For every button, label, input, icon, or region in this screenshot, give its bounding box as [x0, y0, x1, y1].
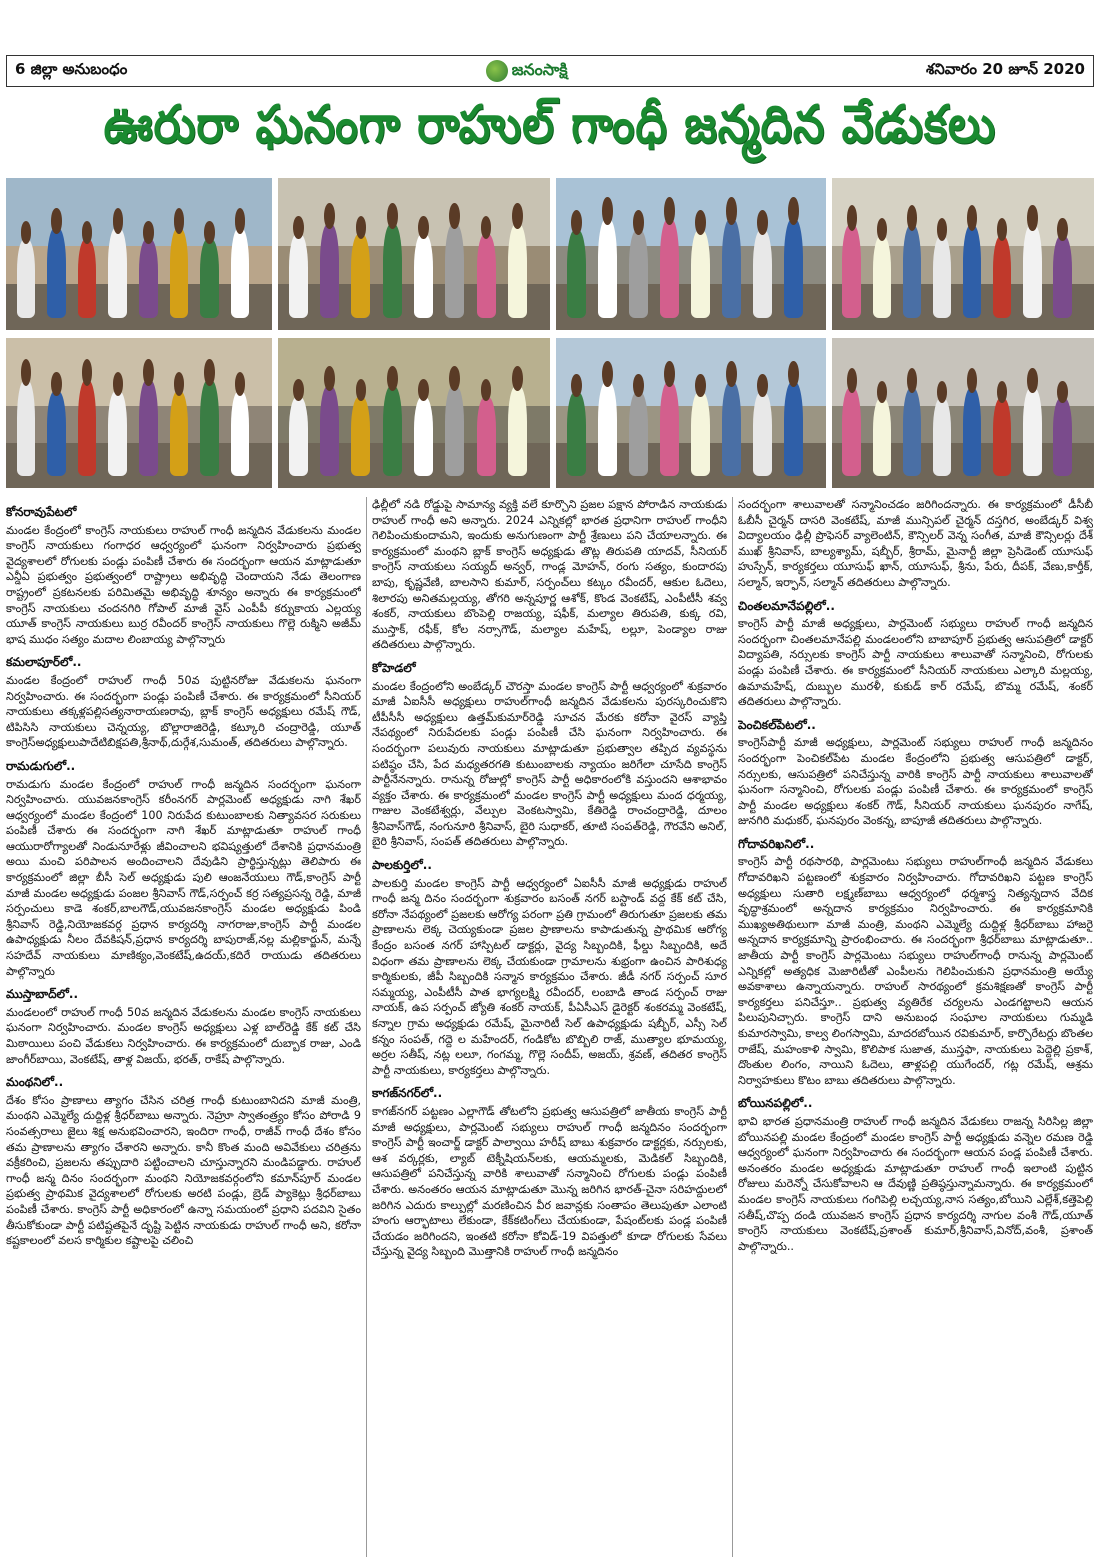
- person-figure: [691, 230, 710, 318]
- person-figure: [598, 219, 617, 318]
- article-dateline: కోనరావుపేటలో: [6, 505, 77, 519]
- article-dateline: కోహెడలో: [372, 660, 416, 675]
- person-figure: [139, 380, 158, 476]
- article-body: మండలంలో రాహుల్ గాంధీ 50వ జన్మదిన వేడుకలను మండల కాంగ్రెస్ నాయకులు ఘనంగా నిర్వహించారు. మండల కాంగ్రెస్ అధ్యక్షులు ఎళ్ల బాల్‌రెడ్డి కేక్ కట్ చేసి మిఠాయిలు పంచి వేడుకలు నిర్వహించారు. ఈ కార్యక్రమంలో దుబ్బాక రాజు, ఎండి జాంగీర్‌బాయి, వెంకటేష్, తాళ్ల విజయ్, భరత్, రాకేష్ పాల్గొన్నారు.: [6, 1005, 361, 1066]
- event-photo: [6, 338, 272, 488]
- person-figure: [567, 230, 586, 318]
- person-figure: [320, 224, 339, 318]
- person-figure: [170, 228, 189, 318]
- event-photo: [832, 338, 1094, 488]
- person-figure: [17, 380, 36, 476]
- person-figure: [660, 219, 679, 318]
- article-body: రామడుగు మండల కేంద్రంలో రాహుల్ గాంధీ జన్మదిన సందర్భంగా ఘనంగా నిర్వహించారు. యువజనకాంగ్రెస్ కరీంనగర్ పార్లమెంట్ అధ్యక్షుడు నాగి శేఖర్ ఆధ్వర్యంలో మండల కేంద్రంలో 100 నిరుపేద కుటుంబాలకు నిత్యావసర సరుకులు పంపిణీ చేశారు ఈ సందర్భంగా నాగి శేఖర్ మాట్లాడుతూ రాహుల్ గాంధీ ఆయురారోగ్యాలతో నిండునూరేళ్లు జీవించాలని భవిష్యత్తులో దేశానికి ప్రధానమంత్రి అయి మంచి పరిపాలన అందించాలని దేవుడిని ప్రార్థిస్తున్నట్లు తెలిపారు ఈ కార్యక్రమంలో జిల్లా బీసీ సెల్ అధ్యక్షుడు పులి ఆంజనేయులు గౌడ్,కాంగ్రెస్ పార్టీ మాజీ మండల అధ్యక్షుడు పంజల శ్రీనివాస్ గౌడ్,సర్పంచ్ కర్ర సత్యప్రసన్న రెడ్డి, మాజీ సర్పంచులు కాడె శంకర్,బాలగౌడ్,యువజనకాంగ్రెస్ మండల అధ్యక్షుడు పిండి శ్రీనివాస్ రెడ్డి,నియోజకవర్గ ప్రధాన కార్యదర్శి నాగరాజు,కాంగ్రెస్ పార్టీ మండల ఉపాధ్యక్షుడు నీలం దేవకిషన్,ప్రధాన కార్యదర్శి బాపురాజ్,నల్ల మల్లికార్జున్, మన్నే సహదేవ్ నాయకులు మాణిక్యం,వెంకటేష్,ఉదయ్,కదిరే రాయుడు తదితరులు పాల్గొన్నారు: [6, 777, 361, 978]
- person-figure: [842, 225, 860, 318]
- article-body: కాగజ్‌నగర్ పట్టణం ఎల్లాగౌడ్ తోటలోని ప్రభుత్వ ఆసుపత్రిలో జాతీయ కాంగ్రెస్ పార్టీ మాజీ అధ్యక్షులు, పార్లమెంట్ సభ్యులు రాహుల్ గాంధీ జన్మదినం సందర్భంగా కాంగ్రెస్ పార్టీ ఇంచార్జ్ డాక్టర్ పాల్వాయి హరీష్ బాబు శుక్రవారం డాక్టర్లకు, నర్సులకు, ఆశ వర్కర్లకు, ల్యాబ్ టెక్నీషియన్‌లకు, ఆయమ్మలకు, మెడికల్ సిబ్బందికి, ఆసుపత్రిలో పనిచేస్తున్న వారికి శాలువాతో సన్మానించి రోగులకు పండ్లు పంపిణీ చేశారు. అనంతరం ఆయన మాట్లాడుతూ మొన్న జరిగిన భారత్-చైనా సరిహద్దులలో జరిగిన ఎదురు కాల్పుల్లో మరణించిన వీర జవాన్లకు సంతాపం తెలుపుతూ ఎలాంటి హంగు ఆర్భాటాలు లేకుండా, కేక్‌కటింగ్‌లు చేయకుండా, పేషంట్‌లకు పండ్ల పంపిణీ చేయడం జరిగిందని, ఇంతటి కరోనా కోవిడ్-19 విపత్తులో కూడా రోగులకు సేవలు చేస్తున్న వైద్య సిబ్బంది మొత్తానికి రాహుల్ గాంధీ జన్మదినం: [372, 1104, 727, 1259]
- person-figure: [933, 398, 951, 476]
- person-figure: [963, 388, 981, 477]
- person-figure: [933, 236, 951, 318]
- article-columns: [6, 497, 1094, 1557]
- person-figure: [508, 224, 527, 318]
- article-dateline: పాలకుర్తిలో..: [372, 858, 432, 873]
- person-figure: [993, 398, 1011, 476]
- article-body: కాంగ్రెస్ పార్టీ మాజీ అధ్యక్షులు, పార్లమెంట్ సభ్యులు రాహుల్ గాంధీ జన్మదిన సందర్భంగా చింతలమానేపల్లి మండలంలోని బాబాపూర్ ప్రభుత్వ ఆసుపత్రిలో డాక్టర్ విద్యాపతి, నర్సులకు కాంగ్రెస్ పార్టీ నాయకులు శాలువాతో సన్మానించి, రోగులకు పండ్లు పంపిణీ చేశారు. ఈ కార్యక్రమంలో సీనియర్ నాయకులు ఎల్కారి మల్లయ్య, ఉమామహేష్, దుబ్బుల మురళీ, కుకుడ్ కార్ రమేష్, బొమ్మ రమేష్, శంకర్ తదితరులు పాల్గొన్నారు.: [738, 617, 1093, 709]
- person-figure: [873, 236, 891, 318]
- photo-collage: [6, 178, 1094, 488]
- person-figure: [445, 386, 464, 476]
- person-figure: [200, 380, 219, 476]
- event-photo: [556, 338, 826, 488]
- person-figure: [351, 397, 370, 477]
- article-body: భావి భారత ప్రధానమంత్రి రాహుల్ గాంధీ జన్మదిన వేడుకలు రాజన్న సిరిసిల్ల జిల్లా బోయినపల్లి మండల కేంద్రంలో మండల కాంగ్రెస్ పార్టీ అధ్యక్షుడు వన్నెల రమణ రెడ్డి ఆధ్వర్యంలో ఘనంగా నిర్వహించారు ఈ సందర్భంగా ఆయన పండ్ల పంపిణీ చేశారు. అనంతరం మండల అధ్యక్షుడు మాట్లాడుతూ రాహుల్ గాంధీ ఇలాంటి పుట్టిన రోజులు మరెన్నో చేసుకోవాలని ఆ దేవుణ్ణి ప్రతిష్ఠస్తున్నామన్నారు. ఈ కార్యక్రమంలో మండల కాంగ్రెస్ నాయకులు గంగిపెల్లి లచ్చయ్య,నాస సత్యం,బోయిని ఎల్లేశ్,కత్తెపెల్లి సతీష్,చొప్ప దండి యువజన కాంగ్రెస్ ప్రధాన కార్యదర్శి నాగుల వంశీ గౌడ్,యూత్ కాంగ్రెస్ నాయకులు వెంకటేష్,ప్రశాంత్ కుమార్,శ్రీనివాస్,వినోద్,వంశీ, ప్రశాంత్ పాల్గొన్నారు..: [738, 1114, 1093, 1253]
- person-figure: [873, 398, 891, 476]
- person-figure: [200, 239, 219, 318]
- person-figure: [477, 234, 496, 318]
- person-figure: [508, 386, 527, 476]
- article-body: కాంగ్రెస్‌పార్టీ మాజీ అధ్యక్షులు, పార్లమెంట్ సభ్యులు రాహుల్ గాంధీ జన్మదినం సందర్భంగా పెంచికల్‌పేట మండల కేంద్రంలోని ప్రభుత్వ ఆసుపత్రిలో డాక్టర్, నర్సులకు, ఆసుపత్రిలో పనిచేస్తున్న వారికి కాంగ్రెస్ పార్టీ నాయకులు శాలువాలతో ఘనంగా సన్మానించి, రోగులకు పండ్లు పంపిణీ చేశారు. ఈ కార్యక్రమంలో కాంగ్రెస్ పార్టీ మండల అధ్యక్షులు శంకర్ గౌడ్, సీనియర్ నాయకులు ఘనపురం నాగేష్, జునగిరి మధుకర్, ఘనపురం వెంకన్న, బాపూజీ తదితరులు పాల్గొన్నారు.: [738, 736, 1093, 828]
- page-header: [6, 55, 1094, 87]
- person-figure: [784, 382, 803, 477]
- article-column-1: [6, 497, 361, 1557]
- person-figure: [629, 230, 648, 318]
- event-photo: [556, 178, 826, 330]
- column-divider: [732, 497, 733, 1557]
- article-body: మండల కేంద్రంలో రాహుల్ గాంధీ 50వ పుట్టినరోజు వేడుకలను ఘనంగా నిర్వహించారు. ఈ సందర్భంగా పండ్లు పంపిణీ చేశారు. ఈ కార్యక్రమంలో సీనియర్ నాయకులు తక్కళ్లపల్లిసత్యనారాయణరావు, బ్లాక్ కాంగ్రెస్ అధ్యక్షులు రమేష్ గౌడ్, టిపిసిసి నాయకులు చెన్నయ్య, బొల్లారాజిరెడ్డి, కట్కూరి చంద్రారెడ్డి, యూత్ కాంగ్రెస్అధ్యక్షులుపాదేటిబిక్షపతి,శ్రీనాథ్,దుర్గేశ,సుమంత్, తదితరులు పాల్గొన్నారు.: [6, 673, 361, 750]
- person-figure: [1023, 225, 1041, 318]
- page-number-label: 6 జిల్లా అనుబంధం: [15, 60, 128, 78]
- main-headline: ఊరురా ఘనంగా రాహుల్ గాంధీ జన్మదిన వేడుకలు: [103, 94, 997, 155]
- person-figure: [567, 392, 586, 476]
- main-headline-box: [0, 96, 1100, 166]
- article-body: దేశం కోసం ప్రాణాలు త్యాగం చేసిన చరిత్ర గాంధీ కుటుంబానిదని మాజీ మంత్రి, మంథని ఎమ్మెల్యే దుద్దిళ్ల శ్రీధర్‌బాబు అన్నారు. నెహ్రూ స్వాతంత్ర్యం కోసం పోరాడి 9 సంవత్సరాలు జైలు శిక్ష అనుభవించారని, ఇందిరా గాంధీ, రాజీవ్ గాంధీ దేశం కోసం తమ ప్రాణాలను త్యాగం చేశారని అన్నారు. కానీ కొంత మంది అవివేకులు చరిత్రను వక్రీకరించి, ప్రజలను తప్పుదారి పట్టించాలని చూస్తున్నారని మండిపడ్డారు. రాహుల్ గాంధీ జన్మ దినం సందర్భంగా మంథని నియోజకవర్గంలోని కమాన్‌పూర్ మండల ప్రభుత్వ ప్రాథమిక వైద్యశాలలో రోగులకు అరటి పండ్లు, బ్రెడ్ ప్యాకెట్లు శ్రీధర్‌బాబు పంపిణీ చేశారు. కాంగ్రెస్ పార్టీ అధికారంలో ఉన్నా సమయంలో ప్రధాని పదవిని సైతం తీసుకోకుండా పార్టీ పటిష్టతపైనే దృష్టి పెట్టిన నాయకుడు రాహుల్ గాంధీ అని, కరోనా కష్టకాలంలో వలస కార్మికుల కష్టాలపై చలించి: [6, 1093, 361, 1248]
- person-figure: [753, 392, 772, 476]
- article-body: పాలకుర్తి మండల కాంగ్రెస్ పార్టీ ఆధ్వర్యంలో ఏఐసీసీ మాజీ అధ్యక్షుడు రాహుల్ గాంధీ జన్మ దినం సందర్భంగా శుక్రవారం బసంత్ నగర్ బస్టాండ్ వద్ద కేక్ కట్ చేసి, కరోనా నేపథ్యంలో ప్రజలకు ఆరోగ్య పరంగా ప్రతి గ్రామంలో తిరుగుతూ ప్రజలకు తమ ప్రాణాలను లెక్క చెయ్యకుండా ప్రజల ప్రాణాలను కాపాడుతున్న ప్రాథమిక ఆరోగ్య కేంద్రం బసంత నగర్ హాస్పిటల్ డాక్టర్లు, వైద్య సిబ్బందికి, ఫీల్డు సిబ్బందికి, అదే విధంగా తమ ప్రాణాలను లెక్క చేయకుండా గ్రామాలను శుభ్రంగా ఉంచిన పారిశుధ్య కార్మికులకు, జీపీ సిబ్బందికి సన్మాన కార్యక్రమం చేశారు. జీడీ నగర్ సర్పంచ్ సూర సమ్మయ్య, ఎంపీటీసీ పాత భాగ్యలక్ష్మి రవీందర్, లంబాడి తాండ సర్పంచ్ రాజు నాయక్, ఉప సర్పంచ్ జ్యోతి శంకర్ నాయక్, పీఏసీఎస్ డైరెక్టర్ శంకరమ్మ వెంకటేష్, కన్నాల గ్రామ అధ్యక్షుడు రమేష్, మైనారిటీ సెల్ ఉపాధ్యక్షుడు షబ్బీర్, ఎస్సీ సెల్ కన్నం సంపత్, గద్దె ల మహేందర్, గండికోట బొబ్బిలి రాజ్, ముత్యాల భూమయ్య, అర్రల సతీష్, నట్ల లలూ, గంగమ్మ, గొల్లె సందీప్, అజయ్, శ్రవణ్, తదితర కాంగ్రెస్ పార్టీ నాయకులు, కార్యకర్తలు పాల్గొన్నారు.: [372, 876, 727, 1077]
- article-column-2: [372, 497, 727, 1557]
- person-figure: [139, 239, 158, 318]
- article-dateline: పెంచికల్‌పేటలో..: [738, 717, 816, 732]
- person-figure: [1023, 388, 1041, 477]
- article-dateline: గోదావరిఖనిలో..: [738, 836, 815, 851]
- article-dateline: కాగజ్‌నగర్‌లో..: [372, 1086, 443, 1101]
- person-figure: [78, 380, 97, 476]
- person-figure: [722, 219, 741, 318]
- paper-name: జనంసాక్షి: [511, 59, 568, 79]
- person-figure: [383, 386, 402, 476]
- event-photo: [278, 338, 550, 488]
- person-figure: [784, 219, 803, 318]
- article-dateline: ముస్తాబాద్‌లో..: [6, 987, 79, 1002]
- person-figure: [231, 228, 250, 318]
- person-figure: [753, 230, 772, 318]
- event-photo: [278, 178, 550, 330]
- person-figure: [629, 392, 648, 476]
- person-figure: [108, 391, 127, 477]
- person-figure: [963, 225, 981, 318]
- person-figure: [289, 234, 308, 318]
- article-dateline: చింతలమానేపల్లిలో..: [738, 598, 835, 613]
- person-figure: [414, 397, 433, 477]
- person-figure: [598, 382, 617, 477]
- person-figure: [289, 397, 308, 477]
- person-figure: [108, 228, 127, 318]
- person-figure: [231, 391, 250, 477]
- person-figure: [477, 397, 496, 477]
- person-figure: [903, 225, 921, 318]
- person-figure: [351, 234, 370, 318]
- article-dateline: మంథనిలో..: [6, 1075, 64, 1090]
- person-figure: [383, 224, 402, 318]
- event-photo: [6, 178, 272, 330]
- person-figure: [414, 234, 433, 318]
- article-column-3: [738, 497, 1093, 1557]
- logo-icon: [486, 60, 508, 82]
- event-photo: [832, 178, 1094, 330]
- article-dateline: బోయినపల్లిలో..: [738, 1096, 813, 1111]
- issue-date: శనివారం 20 జూన్ 2020: [926, 60, 1085, 78]
- person-figure: [1053, 398, 1071, 476]
- article-body: మండల కేంద్రంలో కాంగ్రెస్ నాయకులు రాహుల్ గాంధీ జన్మదిన వేడుకలను మండల కాంగ్రెస్ నాయకులు గంగాధర ఆధ్వర్యంలో ఘనంగా నిర్వహించారు ప్రభుత్వ వైద్యశాలలో రోగులకు పండ్లు పంపిణీ చేశారు ఈ సందర్భంగా ఆయన మాట్లాడుతూ ఎన్డీఏ ప్రభుత్వం ప్రభుత్వంలో రాష్ట్రాలు అభివృద్ధి చెందాయని నేడు తెలంగాణ రాష్ట్రంలో ప్రకటనలకు పరిమితమై అభివృద్ధి శూన్యం అన్నారు ఈ కార్యక్రమంలో కాంగ్రెస్ నాయకులు చందనగిరి గోపాల్ మాజీ వైస్ ఎంపీపీ కర్నుకాయ ఎల్లయ్య యూత్ కాంగ్రెస్ నాయకులు బుర్ర రవీందర్ కాంగ్రెస్ నాయకులు గొల్లె రుక్మిని అజీమ్ భాష ముధం సత్యం మదాల లింబాయ్య పాల్గొన్నారు: [6, 523, 361, 646]
- person-figure: [445, 224, 464, 318]
- article-body: సందర్భంగా శాలువాలతో సన్మానించడం జరిగిందన్నారు. ఈ కార్యక్రమంలో డీసీబీ ఓబీసీ చైర్మన్ దాసరి వెంకటేష్, మాజీ మున్సిపల్ చైర్మన్ దస్తగిర, అంబేడ్కర్ విశ్వ విద్యాలయం ఢిల్లీ ప్రొఫెసర్ వ్యాలెంటిన్, కౌన్సిలర్ వెన్న సంగీత, మాజీ కౌన్సిలర్లు దేశ్ ముఖ్ శ్రీనివాస్, బాల్యశ్యామ్, షబ్బీర్, శ్రీరామ్, మైనార్టీ జిల్లా ప్రెసిడెంట్ యూసుఫ్ హుస్సేన్, కార్యకర్తలు యూసుఫ్ ఖాన్, యూసుఫ్, శ్రీను, పేరు, దీపక్, వేణు,కార్తీక్, సల్మాన్, ఇర్ఫాన్, సల్మాన్ తదితరులు పాల్గొన్నారు.: [738, 498, 1093, 589]
- person-figure: [47, 228, 66, 318]
- article-body: ఢిల్లీలో నడి రోడ్డుపై సామాన్య వ్యక్తి వలే కూర్చొని ప్రజల పక్షాన పోరాడిన నాయకుడు రాహుల్ గాంధీ అని అన్నారు. 2024 ఎన్నికల్లో భారత ప్రధానిగా రాహుల్ గాంధీని గెలిపించుకుందామని, ఇందుకు అనుగుణంగా పార్టీ శ్రేణులు పని చేయాలన్నారు. ఈ కార్యక్రమంలో మంథని బ్లాక్ కాంగ్రెస్ అధ్యక్షుడు తొట్ల తిరుపతి యాదవ్, సీనియర్ కాంగ్రెస్ నాయకులు సయ్యద్ అన్వర్, గాండ్ల మోహన్, రంగు సత్యం, కుందారపు బాపు, కృష్ణవేణి, బాలసాని కుమార్, సర్పంచ్‌లు కట్కం రవీందర్, ఆకుల ఓదెలు, శిలారపు అనితమల్లయ్య, తోగరి అన్నపూర్ణ ఆశోక్, కొండ వెంకటేష్, ఎంపీటీసీ శవ్వ శంకర్, నాయకులు బొంపెల్లి రాజయ్య, షఫీక్, మల్యాల తిరుపతి, కుక్క రవి, ముస్తాక్, రఫీక్, కోల నర్సాగౌడ్, మల్యాల మహేష్, లల్లూ, పెండ్యాల రాజు తదితరులు పాల్గొన్నారు.: [372, 498, 727, 652]
- person-figure: [993, 236, 1011, 318]
- person-figure: [78, 239, 97, 318]
- person-figure: [691, 392, 710, 476]
- person-figure: [170, 391, 189, 477]
- person-figure: [320, 386, 339, 476]
- person-figure: [842, 388, 860, 477]
- paper-logo: [486, 60, 568, 83]
- person-figure: [903, 388, 921, 477]
- person-figure: [47, 391, 66, 477]
- column-divider: [366, 497, 367, 1557]
- article-dateline: కమలాపూర్‌లో..: [6, 655, 82, 670]
- article-body: కాంగ్రెస్ పార్టీ రథసారథి, పార్లమెంటు సభ్యులు రాహుల్‌గాంధీ జన్మదిన వేడుకలు గోదావరిఖని పట్టణంలో శుక్రవారం నిర్వహించారు. గోదావరిఖని పట్టణ కాంగ్రెస్ అధ్యక్షులు సుతారి లక్ష్మణ్‌బాబు ఆధ్వర్యంలో ధర్మశాస్త్ర నిత్యన్నదాన వేదిక వృద్ధాశ్రమంలో అన్నదాన కార్యక్రమం నిర్వహించారు. ఈ కార్యక్రమానికి ముఖ్యఅతిథులుగా మాజీ మంత్రి, మంథని ఎమ్మెల్యే దుద్దిళ్ల శ్రీధర్‌బాబు హాజరై అన్నదాన కార్యక్రమాన్ని ప్రారంభించారు. ఈ సందర్భంగా శ్రీధర్‌బాబు మాట్లాడుతూ.. జాతీయ పార్టీ కాంగ్రెస్ పార్లమెంటు సభ్యులు రాహుల్‌గాంధీ రానున్న పార్లమెంట్ ఎన్నికల్లో అత్యధిక మెజారిటీతో ఎంపీలను గెలిపించుకుని ప్రధానమంత్రి అయ్యే అవకాశాలు ఉన్నాయన్నారు. రాహుల్ సారథ్యంలో క్రమశిక్షణతో కాంగ్రెస్ పార్టీ కార్యకర్తలు పనిచేస్తూ.. ప్రభుత్వ వ్యతిరేక చర్యలను ఎండగట్టాలని ఆయన పిలుపునిచ్చారు. కాంగ్రెస్ దాని అనుబంధ సంఘాల నాయకులు గుమ్మడి కుమారస్వామి, కాల్వ లింగస్వామి, మాదరబోయిన రవికుమార్, కార్పొరేటర్లు బొంతల రాజేష్, మహంకాళి స్వామి, కొలిపాక సుజాత, ముస్తఫా, నాయకులు పెద్దెల్లి ప్రకాశ్, దొంతుల లింగం, నాయిని ఓదెలు, తాళ్లపల్లి యుగేందర్, గట్ల రమేష్, ఆశ్రమ నిర్వాహకులు కొటం బాబు తదితరులు పాల్గొన్నారు.: [738, 855, 1093, 1087]
- person-figure: [17, 239, 36, 318]
- article-body: మండల కేంద్రంలోని అంబేడ్కర్ చౌరస్తా మండల కాంగ్రెస్ పార్టీ ఆధ్వర్యంలో శుక్రవారం మాజీ ఏఐసీసీ అధ్యక్షులు రాహుల్‌గాంధీ జన్మదిన వేడుకలను పురస్కరించుకొని టీపీసీసీ అధ్యక్షులు ఉత్తమ్‌కుమార్‌రెడ్డి సూచన మేరకు కరోనా వైరస్ వ్యాప్తి నేపథ్యంలో నిరుపేదలకు పండ్లు పంపిణీ చేసి ఘనంగా నిర్వహించారు. ఈ సందర్భంగా పలువురు నాయకులు మాట్లాడుతూ ప్రభుత్వాల తప్పిద వ్యవస్థను పటిష్ఠం చేసి, పేద మధ్యతరగతి కుటుంబాలకు న్యాయం జరిగేలా చూసేది కాంగ్రెస్ పార్టీనేనన్నారు. రానున్న రోజుల్లో కాంగ్రెస్ పార్టీ అధికారంలోకి వస్తుందని ఆశాభావం వ్యక్తం చేశారు. ఈ కార్యక్రమంలో మండల కాంగ్రెస్ పార్టీ అధ్యక్షులు మంద ధర్మయ్య, గాజుల వెంకటేశ్వర్లు, వేల్పుల వెంకటస్వామి, కేతిరెడ్డి రాంచంద్రారెడ్డి, దూలం శ్రీనివాస్‌గౌడ్, నంగునూరి శ్రీనివాస్, బైరి సుధాకర్, తూటి సంపత్‌రెడ్డి, గౌరవేని అనిల్, బైరి శ్రీనివాస్, సంపత్ తదితరులు పాల్గొన్నారు.: [372, 679, 727, 849]
- person-figure: [722, 382, 741, 477]
- article-dateline: రామడుగులో..: [6, 758, 76, 773]
- person-figure: [1053, 236, 1071, 318]
- person-figure: [660, 382, 679, 477]
